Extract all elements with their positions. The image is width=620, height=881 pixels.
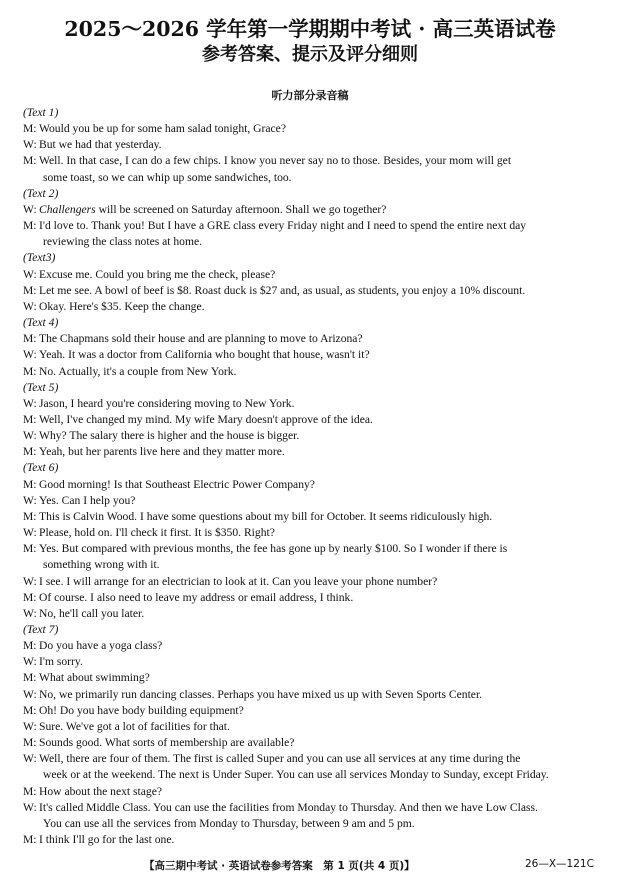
dialogue-continuation: week or at the weekend. The next is Under Super. You can use all services Monday to Sunday, except Friday.	[43, 768, 549, 782]
dialogue-text: Yes. But compared with previous months, the fee has gone up by nearly $100. So I wonder if there is	[39, 542, 508, 556]
dialogue-text: I see. I will arrange for an electrician to look at it. Can you leave your phone number?	[39, 574, 438, 588]
speaker-label: W:	[23, 202, 37, 216]
speaker-label: W:	[23, 267, 37, 281]
speaker-label: W:	[23, 348, 37, 362]
dialogue-text: Sure. We've got a lot of facilities for that.	[39, 719, 230, 733]
text-label: (Text 5)	[23, 380, 59, 394]
speaker-label: M:	[23, 542, 37, 556]
speaker-label: M:	[23, 332, 37, 346]
dialogue-continuation: reviewing the class notes at home.	[43, 235, 203, 249]
dialogue-text: Yeah. It was a doctor from California who bought that house, wasn't it?	[39, 348, 370, 362]
dialogue-text: Do you have a yoga class?	[39, 639, 163, 653]
dialogue-line	[23, 638, 605, 654]
speaker-label: W:	[23, 800, 37, 814]
speaker-label: M:	[23, 703, 37, 717]
dialogue-text: Why? The salary there is higher and the house is bigger.	[39, 429, 300, 443]
speaker-label: W:	[23, 396, 37, 410]
speaker-label: M:	[23, 364, 37, 378]
dialogue-text: The Chapmans sold their house and are planning to move to Arizona?	[39, 332, 363, 346]
dialogue-line	[23, 541, 605, 557]
dialogue-continuation: something wrong with it.	[43, 558, 160, 572]
document-subtitle: 参考答案、提示及评分细则	[202, 44, 418, 65]
dialogue-text: Well, there are four of them. The first is called Super and you can use all services at any time during the	[39, 752, 521, 766]
footer-page-info: 【高三期中考试 · 英语试卷参考答案 第 1 页(共 4 页)】	[144, 860, 415, 872]
speaker-label: W:	[23, 526, 37, 540]
dialogue-text: I'm sorry.	[39, 655, 83, 669]
dialogue-line	[23, 735, 605, 751]
dialogue-line	[23, 719, 605, 735]
dialogue-line	[23, 477, 605, 493]
dialogue-line	[23, 832, 605, 848]
dialogue-line	[23, 687, 605, 703]
dialogue-text: Please, hold on. I'll check it first. It is $350. Right?	[39, 526, 275, 540]
speaker-label: W:	[23, 687, 37, 701]
speaker-label: M:	[23, 122, 37, 136]
dialogue-text: Of course. I also need to leave my address or email address, I think.	[39, 590, 354, 604]
speaker-label: M:	[23, 445, 37, 459]
speaker-label: W:	[23, 752, 37, 766]
speaker-label: W:	[23, 429, 37, 443]
dialogue-text: Yes. Can I help you?	[39, 493, 136, 507]
dialogue-line	[23, 751, 605, 767]
speaker-label: W:	[23, 574, 37, 588]
dialogue-text: But we had that yesterday.	[39, 138, 162, 152]
dialogue-text: Sounds good. What sorts of membership are available?	[39, 736, 295, 750]
dialogue-text: This is Calvin Wood. I have some questions about my bill for October. It seems ridiculously high.	[39, 509, 493, 523]
speaker-label: W:	[23, 606, 37, 620]
dialogue-line	[23, 800, 605, 816]
dialogue-text: It's called Middle Class. You can use the facilities from Monday to Thursday. And then we have Low Class.	[39, 800, 538, 814]
emphasized-title: Challengers	[39, 202, 96, 216]
speaker-label: M:	[23, 412, 37, 426]
speaker-label: W:	[23, 719, 37, 733]
speaker-label: M:	[23, 639, 37, 653]
text-label: (Text 7)	[23, 623, 59, 636]
dialogue-text: Good morning! Is that Southeast Electric Power Company?	[39, 477, 315, 491]
footer-code: 26—X—121C	[525, 858, 594, 870]
dialogue-text: Excuse me. Could you bring me the check, please?	[39, 267, 276, 281]
dialogue-line	[23, 525, 605, 541]
dialogue-text: Yeah, but her parents live here and they matter more.	[39, 445, 285, 459]
text-label: (Text3)	[23, 251, 56, 265]
dialogue-line	[23, 202, 605, 218]
dialogue-line	[23, 509, 605, 525]
dialogue-line	[23, 121, 605, 137]
dialogue-line	[23, 428, 605, 444]
speaker-label: M:	[23, 219, 37, 233]
dialogue-text: No, we primarily run dancing classes. Perhaps you have mixed us up with Seven Sports Center.	[39, 687, 483, 701]
dialogue-text: Well. In that case, I can do a few chips. I know you never say no to those. Besides, your mom will get	[39, 154, 512, 168]
speaker-label: W:	[23, 655, 37, 669]
speaker-label: M:	[23, 477, 37, 491]
section-heading: 听力部分录音稿	[271, 89, 349, 102]
dialogue-line	[23, 153, 605, 169]
dialogue-line	[23, 299, 605, 315]
text-label: (Text 1)	[23, 106, 59, 119]
dialogue-text: Would you be up for some ham salad tonight, Grace?	[39, 122, 286, 136]
dialogue-text: What about swimming?	[39, 671, 150, 685]
dialogue-text: Well, I've changed my mind. My wife Mary doesn't approve of the idea.	[39, 412, 373, 426]
speaker-label: M:	[23, 784, 37, 798]
dialogue-line	[23, 590, 605, 606]
dialogue-line	[23, 412, 605, 428]
dialogue-line	[23, 331, 605, 347]
dialogue-line	[23, 606, 605, 622]
speaker-label: M:	[23, 154, 37, 168]
dialogue-line	[23, 218, 605, 234]
dialogue-line	[23, 574, 605, 590]
speaker-label: W:	[23, 493, 37, 507]
speaker-label: M:	[23, 283, 37, 297]
text-label: (Text 6)	[23, 461, 59, 475]
dialogue-line	[23, 784, 605, 800]
dialogue-text: How about the next stage?	[39, 784, 162, 798]
speaker-label: M:	[23, 509, 37, 523]
speaker-label: M:	[23, 833, 37, 847]
dialogue-text: Let me see. A bowl of beef is $8. Roast duck is $27 and, as usual, as students, you enjoy a 10% discount.	[39, 283, 526, 297]
dialogue-line	[23, 493, 605, 509]
dialogue-line	[23, 670, 605, 686]
dialogue-line	[23, 347, 605, 363]
dialogue-text: Oh! Do you have body building equipment?	[39, 703, 244, 717]
speaker-label: M:	[23, 671, 37, 685]
dialogue-line	[23, 703, 605, 719]
dialogue-text: No. Actually, it's a couple from New York.	[39, 364, 237, 378]
text-label: (Text 4)	[23, 316, 59, 330]
speaker-label: M:	[23, 736, 37, 750]
speaker-label: W:	[23, 138, 37, 152]
text-label: (Text 2)	[23, 186, 59, 200]
listening-transcript	[23, 105, 605, 848]
dialogue-continuation: You can use all the services from Monday to Thursday, between 9 am and 5 pm.	[43, 816, 415, 830]
speaker-label: M:	[23, 590, 37, 604]
dialogue-line	[23, 267, 605, 283]
dialogue-text: I'd love to. Thank you! But I have a GRE class every Friday night and I need to spend the entire next day	[39, 219, 527, 233]
dialogue-line	[23, 396, 605, 412]
dialogue-text: No, he'll call you later.	[39, 606, 145, 620]
dialogue-text: Jason, I heard you're considering moving to New York.	[39, 396, 295, 410]
dialogue-line	[23, 654, 605, 670]
dialogue-text: Okay. Here's $35. Keep the change.	[39, 299, 205, 313]
dialogue-continuation: some toast, so we can whip up some sandwiches, too.	[43, 170, 292, 184]
dialogue-text: will be screened on Saturday afternoon. Shall we go together?	[95, 202, 387, 216]
dialogue-line	[23, 283, 605, 299]
dialogue-line	[23, 137, 605, 153]
dialogue-text: I think I'll go for the last one.	[39, 833, 175, 847]
document-title: 2025～2026 学年第一学期期中考试 · 高三英语试卷	[64, 17, 556, 41]
speaker-label: W:	[23, 299, 37, 313]
dialogue-line	[23, 364, 605, 380]
dialogue-line	[23, 444, 605, 460]
